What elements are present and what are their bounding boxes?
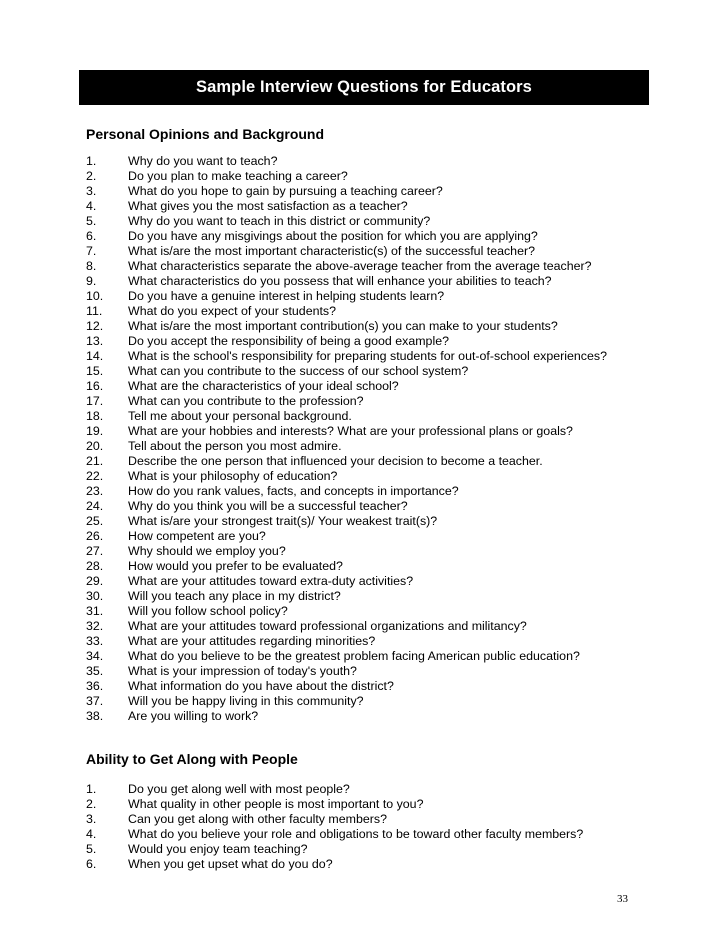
list-item xyxy=(86,679,607,694)
list-item xyxy=(86,169,607,184)
list-item xyxy=(86,154,607,169)
list-item xyxy=(86,304,607,319)
list-item xyxy=(86,664,607,679)
list-item xyxy=(86,424,607,439)
question-text: What do you believe your role and obligations to be toward other faculty members? xyxy=(128,827,584,841)
question-text: What is/are your strongest trait(s)/ Your weakest trait(s)? xyxy=(128,514,438,528)
list-item xyxy=(86,334,607,349)
list-item xyxy=(86,529,607,544)
list-item xyxy=(86,709,607,724)
question-text: Why do you think you will be a successful teacher? xyxy=(128,499,408,513)
list-item xyxy=(86,634,607,649)
question-text: What gives you the most satisfaction as a teacher? xyxy=(128,199,408,213)
question-text: Can you get along with other faculty members? xyxy=(128,812,387,826)
question-number: 27. xyxy=(86,544,104,558)
list-item xyxy=(86,319,607,334)
question-text: What are your attitudes regarding minorities? xyxy=(128,634,376,648)
list-item xyxy=(86,379,607,394)
section-heading-get-along: Ability to Get Along with People xyxy=(86,751,298,767)
question-text: Do you have any misgivings about the position for which you are applying? xyxy=(128,229,538,243)
question-number: 1. xyxy=(86,782,97,796)
list-item xyxy=(86,244,607,259)
question-number: 12. xyxy=(86,319,104,333)
page-number: 33 xyxy=(617,893,628,905)
question-text: Will you follow school policy? xyxy=(128,604,288,618)
question-number: 2. xyxy=(86,797,97,811)
list-item xyxy=(86,797,583,812)
list-item xyxy=(86,649,607,664)
question-text: Tell me about your personal background. xyxy=(128,409,352,423)
question-text: What do you expect of your students? xyxy=(128,304,337,318)
question-number: 5. xyxy=(86,842,97,856)
question-text: When you get upset what do you do? xyxy=(128,857,333,871)
question-number: 26. xyxy=(86,529,104,543)
question-number: 25. xyxy=(86,514,104,528)
question-number: 17. xyxy=(86,394,104,408)
question-text: What are your attitudes toward extra-duty activities? xyxy=(128,574,414,588)
question-text: What are your attitudes toward professional organizations and militancy? xyxy=(128,619,527,633)
question-number: 9. xyxy=(86,274,97,288)
question-text: What can you contribute to the profession? xyxy=(128,394,364,408)
list-item xyxy=(86,619,607,634)
list-item xyxy=(86,229,607,244)
question-list-get-along xyxy=(86,782,583,872)
list-item xyxy=(86,214,607,229)
list-item xyxy=(86,184,607,199)
question-text: Do you plan to make teaching a career? xyxy=(128,169,348,183)
question-number: 6. xyxy=(86,229,97,243)
question-text: Why should we employ you? xyxy=(128,544,286,558)
question-number: 10. xyxy=(86,289,104,303)
question-text: What is the school's responsibility for preparing students for out-of-school experiences? xyxy=(128,349,607,363)
question-number: 30. xyxy=(86,589,104,603)
section-heading-personal-opinions: Personal Opinions and Background xyxy=(86,126,325,142)
question-number: 37. xyxy=(86,694,104,708)
question-number: 29. xyxy=(86,574,104,588)
question-number: 4. xyxy=(86,199,97,213)
question-text: How competent are you? xyxy=(128,529,266,543)
list-item xyxy=(86,827,583,842)
question-number: 31. xyxy=(86,604,104,618)
list-item xyxy=(86,857,583,872)
question-text: What quality in other people is most important to you? xyxy=(128,797,424,811)
list-item xyxy=(86,349,607,364)
list-item xyxy=(86,514,607,529)
document-title: Sample Interview Questions for Educators xyxy=(196,78,532,96)
question-number: 35. xyxy=(86,664,104,678)
question-number: 11. xyxy=(86,304,103,318)
list-item xyxy=(86,259,607,274)
question-number: 3. xyxy=(86,184,97,198)
list-item xyxy=(86,559,607,574)
list-item xyxy=(86,604,607,619)
question-text: What characteristics do you possess that will enhance your abilities to teach? xyxy=(128,274,552,288)
list-item xyxy=(86,394,607,409)
question-number: 21. xyxy=(86,454,104,468)
list-item xyxy=(86,782,583,797)
question-text: Are you willing to work? xyxy=(128,709,259,723)
question-number: 36. xyxy=(86,679,104,693)
question-text: Will you teach any place in my district? xyxy=(128,589,341,603)
question-number: 23. xyxy=(86,484,104,498)
title-bar xyxy=(79,70,649,105)
question-number: 38. xyxy=(86,709,104,723)
list-item xyxy=(86,484,607,499)
question-text: What do you hope to gain by pursuing a teaching career? xyxy=(128,184,443,198)
question-text: What are the characteristics of your ideal school? xyxy=(128,379,399,393)
list-item xyxy=(86,454,607,469)
question-number: 1. xyxy=(86,154,97,168)
question-number: 5. xyxy=(86,214,97,228)
list-item xyxy=(86,812,583,827)
question-text: What are your hobbies and interests? What are your professional plans or goals? xyxy=(128,424,573,438)
question-text: Why do you want to teach in this district or community? xyxy=(128,214,431,228)
question-number: 8. xyxy=(86,259,97,273)
question-number: 4. xyxy=(86,827,97,841)
question-text: Describe the one person that influenced your decision to become a teacher. xyxy=(128,454,543,468)
question-number: 22. xyxy=(86,469,104,483)
question-text: What characteristics separate the above-average teacher from the average teacher? xyxy=(128,259,592,273)
question-number: 19. xyxy=(86,424,104,438)
list-item xyxy=(86,364,607,379)
question-number: 34. xyxy=(86,649,104,663)
list-item xyxy=(86,199,607,214)
question-text: What is/are the most important contribution(s) you can make to your students? xyxy=(128,319,558,333)
list-item xyxy=(86,544,607,559)
question-number: 18. xyxy=(86,409,104,423)
question-text: Why do you want to teach? xyxy=(128,154,278,168)
question-number: 13. xyxy=(86,334,104,348)
list-item xyxy=(86,842,583,857)
list-item xyxy=(86,289,607,304)
question-text: Will you be happy living in this community? xyxy=(128,694,364,708)
question-number: 24. xyxy=(86,499,104,513)
question-number: 32. xyxy=(86,619,104,633)
question-text: Do you accept the responsibility of being a good example? xyxy=(128,334,449,348)
question-text: What is your philosophy of education? xyxy=(128,469,338,483)
question-text: What is your impression of today's youth? xyxy=(128,664,357,678)
question-text: Do you have a genuine interest in helping students learn? xyxy=(128,289,445,303)
question-text: What do you believe to be the greatest problem facing American public education? xyxy=(128,649,580,663)
question-text: How do you rank values, facts, and concepts in importance? xyxy=(128,484,459,498)
question-number: 14. xyxy=(86,349,104,363)
list-item xyxy=(86,574,607,589)
list-item xyxy=(86,469,607,484)
question-text: How would you prefer to be evaluated? xyxy=(128,559,343,573)
question-number: 20. xyxy=(86,439,104,453)
question-text: What can you contribute to the success of our school system? xyxy=(128,364,469,378)
question-number: 2. xyxy=(86,169,97,183)
question-number: 33. xyxy=(86,634,104,648)
question-text: Would you enjoy team teaching? xyxy=(128,842,308,856)
list-item xyxy=(86,589,607,604)
list-item xyxy=(86,499,607,514)
question-text: Tell about the person you most admire. xyxy=(128,439,342,453)
question-text: What information do you have about the district? xyxy=(128,679,394,693)
question-number: 15. xyxy=(86,364,104,378)
question-text: What is/are the most important characteristic(s) of the successful teacher? xyxy=(128,244,535,258)
question-number: 16. xyxy=(86,379,104,393)
question-number: 3. xyxy=(86,812,97,826)
question-text: Do you get along well with most people? xyxy=(128,782,350,796)
list-item xyxy=(86,409,607,424)
question-list-personal-opinions xyxy=(86,154,607,724)
list-item xyxy=(86,694,607,709)
list-item xyxy=(86,274,607,289)
question-number: 6. xyxy=(86,857,97,871)
question-number: 28. xyxy=(86,559,104,573)
question-number: 7. xyxy=(86,244,97,258)
list-item xyxy=(86,439,607,454)
